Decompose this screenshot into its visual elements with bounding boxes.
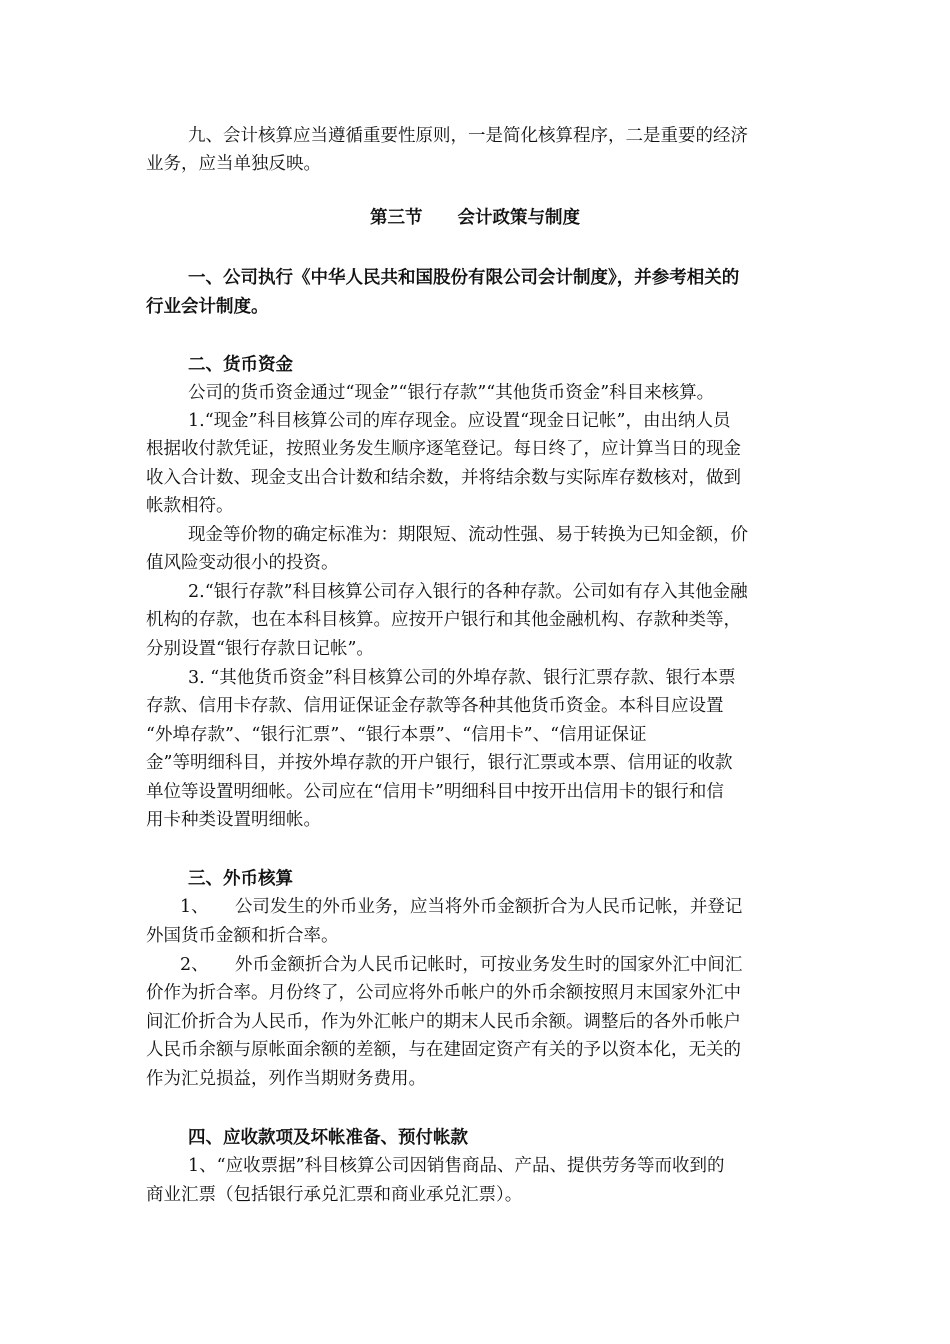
section-title: 第三节 会计政策与制度 xyxy=(370,208,580,228)
paragraph-9-line-1: 九、会计核算应当遵循重要性原则，一是简化核算程序，二是重要的经济 xyxy=(188,126,748,146)
item-1-heading-line-2: 行业会计制度。 xyxy=(146,297,269,317)
other-funds-line-5: 单位等设置明细帐。公司应在“信用卡”明细科目中按开出信用卡的银行和信 xyxy=(146,782,724,802)
paragraph-9-line-2: 业务，应当单独反映。 xyxy=(146,154,321,174)
cash-equivalent-line-2: 值风险变动很小的投资。 xyxy=(146,553,339,573)
cash-para-1-line-3: 收入合计数、现金支出合计数和结余数，并将结余数与实际库存数核对，做到 xyxy=(146,468,741,488)
other-funds-line-2: 存款、信用卡存款、信用证保证金存款等各种其他货币资金。本科目应设置 xyxy=(146,696,724,716)
other-funds-line-4: 金”等明细科目，并按外埠存款的开户银行，银行汇票或本票、信用证的收款 xyxy=(146,753,733,773)
cash-para-1-line-4: 帐款相符。 xyxy=(146,496,234,516)
other-funds-line-6: 用卡种类设置明细帐。 xyxy=(146,810,321,830)
bank-deposit-line-1: 2.“银行存款”科目核算公司存入银行的各种存款。公司如有存入其他金融 xyxy=(188,582,748,602)
item-3-heading: 三、外币核算 xyxy=(188,869,293,889)
cash-intro: 公司的货币资金通过“现金”“银行存款”“其他货币资金”科目来核算。 xyxy=(188,383,715,403)
forex-2-line-2: 价作为折合率。月份终了，公司应将外币帐户的外币余额按照月末国家外汇中 xyxy=(146,983,741,1003)
other-funds-line-3: “外埠存款”、“银行汇票”、“银行本票”、“信用卡”、“信用证保证 xyxy=(146,725,647,745)
receivables-1-line-1: 1、“应收票据”科目核算公司因销售商品、产品、提供劳务等而收到的 xyxy=(188,1156,725,1176)
forex-2-line-5: 作为汇兑损益，列作当期财务费用。 xyxy=(146,1069,426,1089)
other-funds-line-1: 3. “其他货币资金”科目核算公司的外埠存款、银行汇票存款、银行本票 xyxy=(188,668,736,688)
forex-1-line-2: 外国货币金额和折合率。 xyxy=(146,926,339,946)
item-2-heading: 二、货币资金 xyxy=(188,355,293,375)
cash-para-1-line-1: 1.“现金”科目核算公司的库存现金。应设置“现金日记帐”，由出纳人员 xyxy=(188,411,731,431)
bank-deposit-line-3: 分别设置“银行存款日记帐”。 xyxy=(146,639,374,659)
item-4-heading: 四、应收款项及坏帐准备、预付帐款 xyxy=(188,1128,468,1148)
forex-1-line-1: 1、 公司发生的外币业务，应当将外币金额折合为人民币记帐，并登记 xyxy=(180,897,743,917)
cash-equivalent-line-1: 现金等价物的确定标准为：期限短、流动性强、易于转换为已知金额，价 xyxy=(188,525,748,545)
forex-2-line-1: 2、 外币金额折合为人民币记帐时，可按业务发生时的国家外汇中间汇 xyxy=(180,955,743,975)
item-1-heading-line-1: 一、公司执行《中华人民共和国股份有限公司会计制度》，并参考相关的 xyxy=(188,268,740,288)
bank-deposit-line-2: 机构的存款，也在本科目核算。应按开户银行和其他金融机构、存款种类等， xyxy=(146,610,741,630)
receivables-1-line-2: 商业汇票（包括银行承兑汇票和商业承兑汇票）。 xyxy=(146,1185,523,1205)
cash-para-1-line-2: 根据收付款凭证，按照业务发生顺序逐笔登记。每日终了，应计算当日的现金 xyxy=(146,439,741,459)
forex-2-line-3: 间汇价折合为人民币，作为外汇帐户的期末人民币余额。调整后的各外币帐户 xyxy=(146,1012,741,1032)
forex-2-line-4: 人民币余额与原帐面余额的差额，与在建固定资产有关的予以资本化，无关的 xyxy=(146,1040,741,1060)
